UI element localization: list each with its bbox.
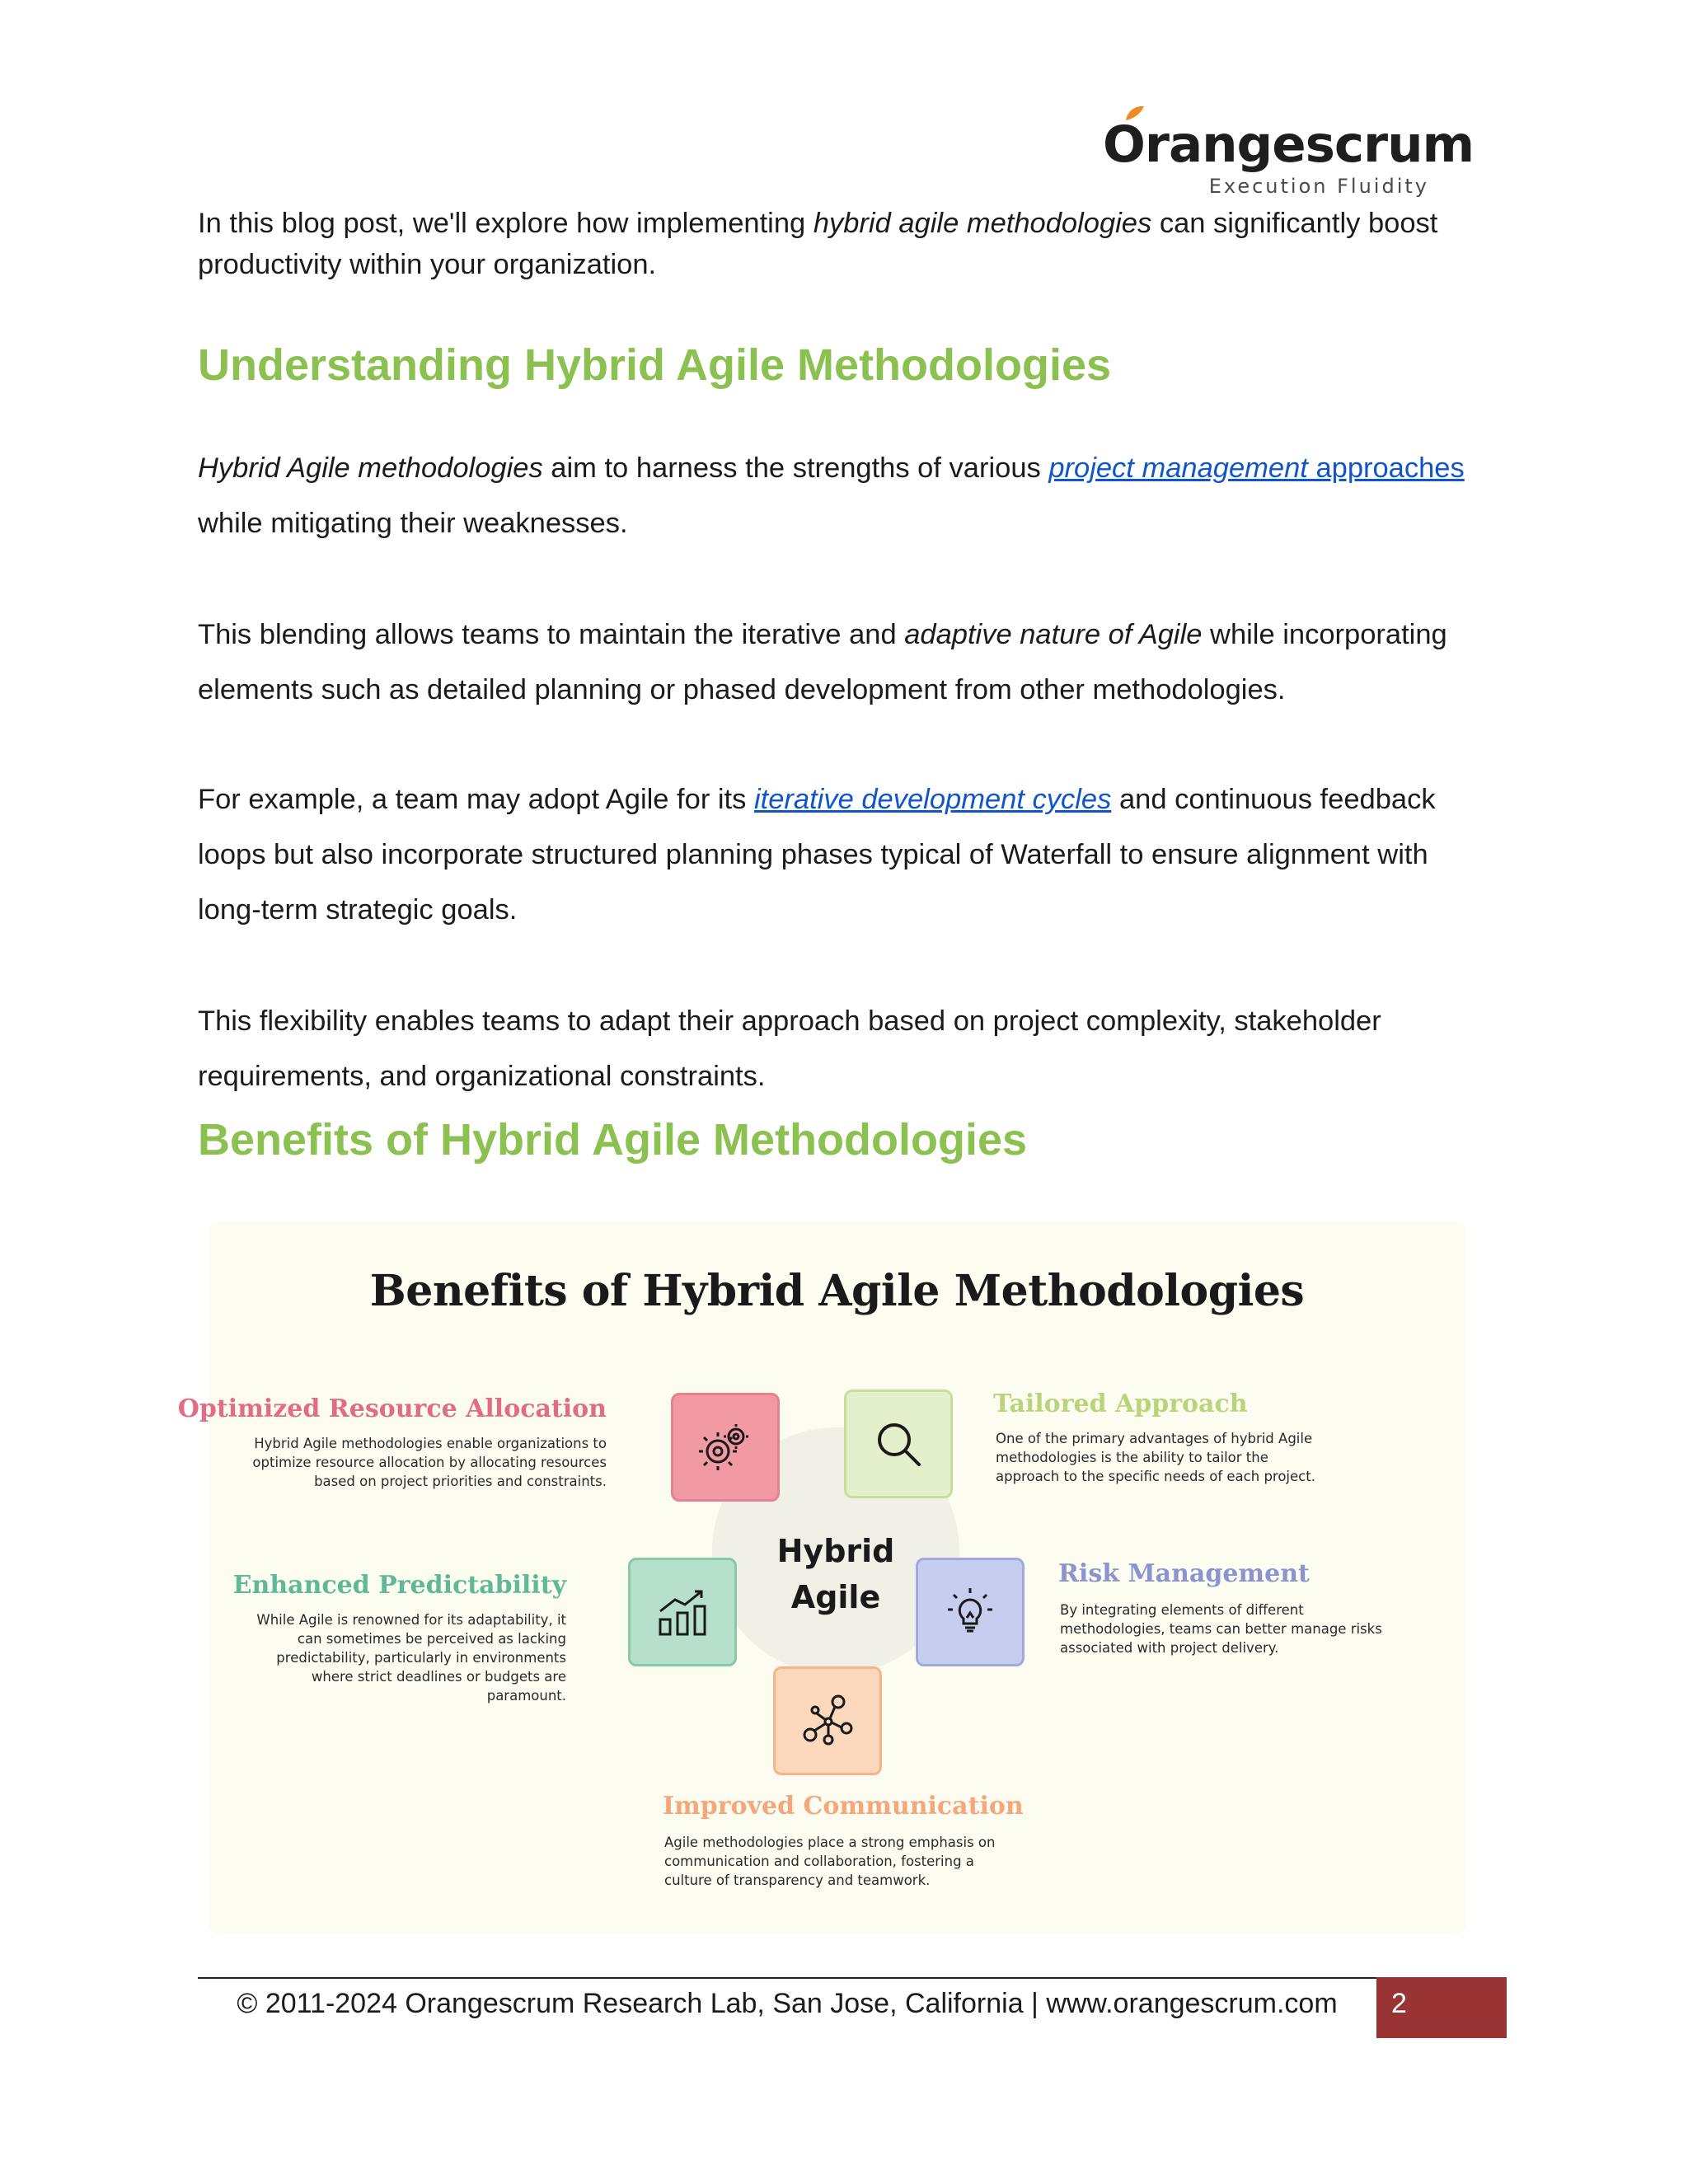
benefits-infographic <box>177 1221 1465 1934</box>
p3-text-end: and continuous feedback loops but also incorporate structured planning phases typical of Waterfall to ensure alignment with long-term strategic goals. <box>198 784 1436 926</box>
paragraph-3 <box>198 772 1484 938</box>
center-line-2: Agile <box>790 1579 881 1615</box>
tailored-approach-tile <box>844 1390 953 1498</box>
network-icon <box>799 1692 856 1750</box>
p3-link-text: iterative development cycles <box>753 784 1112 815</box>
iterative-development-link[interactable] <box>754 784 1111 815</box>
communication-tile <box>773 1666 882 1775</box>
link-italic-part: project management <box>1048 452 1308 484</box>
p3-text: For example, a team may adopt Agile for its <box>198 784 754 815</box>
infographic-title: Benefits of Hybrid Agile Methodologies <box>369 1266 1305 1316</box>
lightbulb-icon <box>941 1583 999 1641</box>
benefit-title-communication: Improved Communication <box>663 1792 1024 1821</box>
benefit-text-resource: Hybrid Agile methodologies enable organizations to optimize resource allocation by allocating resources based on project priorities and constraints. <box>252 1436 607 1489</box>
footer-copyright: © 2011-2024 Orangescrum Research Lab, San Jose, California | www.orangescrum.com <box>237 1988 1338 2019</box>
benefit-title-predictability: Enhanced Predictability <box>232 1571 566 1600</box>
intro-paragraph <box>198 203 1484 285</box>
p1-text-end: while mitigating their weaknesses. <box>198 508 628 539</box>
section-heading-understanding: Understanding Hybrid Agile Methodologies <box>198 340 1112 390</box>
risk-management-tile <box>916 1558 1025 1666</box>
intro-text: In this blog post, we'll explore how implementing <box>198 208 814 239</box>
paragraph-1 <box>198 441 1484 551</box>
center-label <box>744 1528 927 1620</box>
benefit-text-communication: Agile methodologies place a strong emphasis on communication and collaboration, fostering a culture of transparency and teamwork. <box>664 1835 996 1888</box>
intro-emphasis: hybrid agile methodologies <box>813 208 1152 239</box>
section-heading-benefits: Benefits of Hybrid Agile Methodologies <box>198 1115 1028 1165</box>
page-number: 2 <box>1391 1988 1407 2019</box>
benefit-title-resource: Optimized Resource Allocation <box>177 1394 607 1423</box>
p2-emphasis: adaptive nature of Agile <box>904 619 1203 650</box>
logo-wordmark: Orangescrum <box>1103 115 1475 174</box>
link-rest-part: approaches <box>1307 452 1465 484</box>
benefit-text-predictability: While Agile is renowned for its adaptability, it can sometimes be perceived as lacking predictability, particularly in environments where strict deadlines or budgets are paramount. <box>256 1612 566 1704</box>
p2-text-end: while incorporating elements such as detailed planning or phased development from other methodologies. <box>198 619 1447 705</box>
benefit-title-tailored: Tailored Approach <box>993 1390 1248 1418</box>
logo-tagline: Execution Fluidity <box>1208 175 1429 198</box>
p2-text: This blending allows teams to maintain the iterative and <box>198 619 905 650</box>
center-line-1: Hybrid <box>776 1533 895 1569</box>
footer-divider <box>198 1977 1376 1979</box>
bar-chart-icon <box>654 1583 711 1641</box>
predictability-tile <box>628 1558 737 1666</box>
project-management-link[interactable] <box>1048 452 1464 484</box>
magnifier-icon <box>870 1415 927 1473</box>
resource-allocation-tile <box>671 1393 780 1502</box>
benefit-text-tailored: One of the primary advantages of hybrid Agile methodologies is the ability to tailor the approach to the specific needs of each project. <box>996 1431 1315 1484</box>
p1-text: aim to harness the strengths of various <box>542 452 1049 484</box>
benefit-title-risk: Risk Management <box>1058 1559 1310 1588</box>
p1-emphasis: Hybrid Agile methodologies <box>198 452 543 484</box>
gears-icon <box>696 1418 754 1476</box>
orangescrum-logo <box>1103 104 1475 203</box>
paragraph-2 <box>198 607 1484 718</box>
paragraph-4: This flexibility enables teams to adapt their approach based on project complexity, stakeholder requirements, and organizational constraints. <box>198 1005 1381 1092</box>
intro-text-end: can significantly boost productivity within your organization. <box>198 208 1438 280</box>
benefit-text-risk: By integrating elements of different methodologies, teams can better manage risks associated with project delivery. <box>1060 1602 1382 1656</box>
